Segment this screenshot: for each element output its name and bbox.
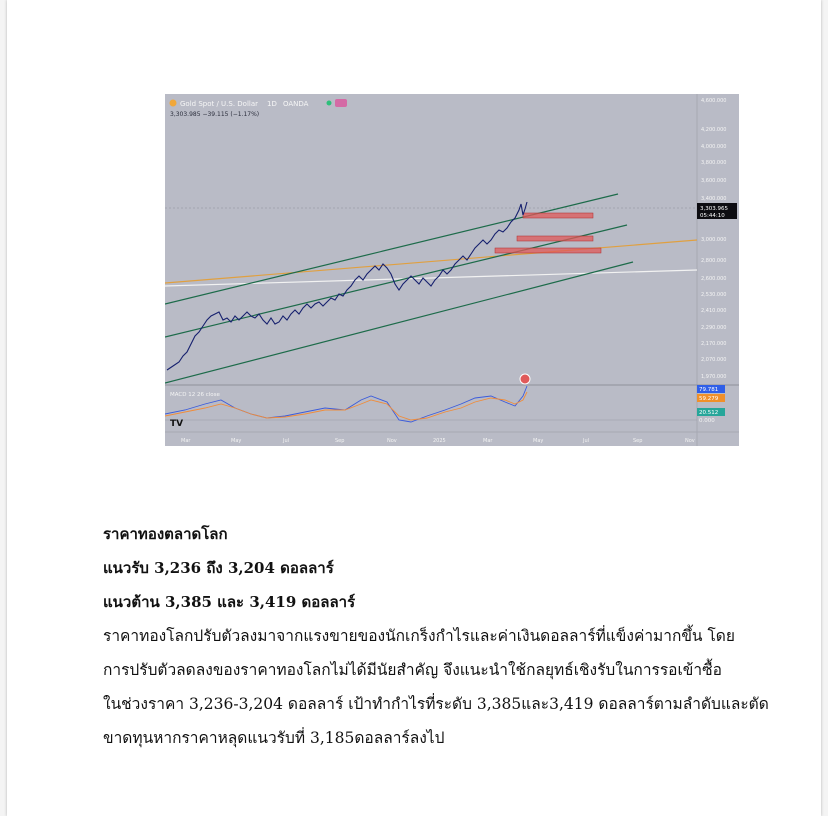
y-tick-label: 4,200.000 (701, 127, 727, 133)
paragraph-line: ราคาทองโลกปรับตัวลงมาจากแรงขายของนักเกร็งกำไรและค่าเงินดอลลาร์ที่แข็งค่ามากขึ้น โดย (103, 627, 735, 645)
x-tick-label: Nov (387, 438, 397, 444)
y-tick-label: 2,600.000 (701, 276, 727, 282)
support-zone-lower (495, 248, 601, 253)
x-tick-label: May (533, 438, 544, 444)
support-zone-upper (517, 236, 593, 241)
x-tick-label: Jul (283, 438, 290, 444)
macd-zero-value: 0.000 (699, 418, 715, 424)
macd-value-2: 59.279 (699, 396, 719, 402)
y-tick-label: 2,070.000 (701, 357, 727, 363)
macd-value-1: 79.781 (699, 387, 719, 393)
paragraph-line: ขาดทุนหากราคาหลุดแนวรับที่ 3,185ดอลลาร์ลงไป (103, 729, 445, 747)
paragraph-line: การปรับตัวลดลงของราคาทองโลกไม่ได้มีนัยสำคัญ จึงแนะนำใช้กลยุทธ์เชิงรับในการรอเข้าซื้อ (103, 661, 722, 679)
y-tick-label: 2,530.000 (701, 292, 727, 298)
y-tick-label: 3,400.000 (701, 196, 727, 202)
chart-source: OANDA (283, 100, 309, 108)
chart-background (165, 94, 739, 446)
x-tick-label: Mar (483, 438, 493, 444)
macd-label: MACD 12 26 close (170, 392, 220, 398)
y-tick-label: 3,600.000 (701, 178, 727, 184)
gold-symbol-icon (170, 100, 177, 107)
chart-price-info: 3,303.985 −39.115 (−1.17%) (170, 111, 260, 118)
support-levels: แนวรับ 3,236 ถึง 3,204 ดอลลาร์ (103, 559, 334, 577)
x-tick-label: Sep (633, 438, 643, 444)
event-flag-icon (520, 374, 530, 384)
last-price-value: 3,303.965 (700, 206, 728, 212)
resistance-zone (523, 213, 593, 218)
chart-timeframe: 1D (267, 100, 277, 108)
y-tick-label: 2,800.000 (701, 258, 727, 264)
paragraph-line: ในช่วงราคา 3,236-3,204 ดอลลาร์ เป้าทำกำไรที่ระดับ 3,385และ3,419 ดอลลาร์ตามลำดับและตัด (103, 695, 769, 713)
macd-value-3: 20.512 (699, 410, 719, 416)
chart-svg (165, 94, 739, 446)
market-open-dot (327, 101, 332, 106)
x-tick-label: Sep (335, 438, 345, 444)
indicator-badge-icon (335, 99, 347, 107)
x-tick-label: Mar (181, 438, 191, 444)
x-tick-label: May (231, 438, 242, 444)
y-tick-label: 2,410.000 (701, 308, 727, 314)
y-tick-label: 2,290.000 (701, 325, 727, 331)
analysis-text-block (103, 517, 769, 755)
resistance-levels: แนวต้าน 3,385 และ 3,419 ดอลลาร์ (103, 593, 356, 611)
tradingview-logo: TV (170, 419, 184, 429)
analysis-paragraph (103, 619, 769, 755)
analysis-heading: ราคาทองตลาดโลก (103, 525, 228, 543)
bar-countdown: 05:44:10 (700, 213, 725, 219)
x-tick-label: Nov (685, 438, 695, 444)
chart-symbol-title: Gold Spot / U.S. Dollar (180, 100, 259, 108)
y-tick-label: 1,970.000 (701, 374, 727, 380)
gold-price-chart-image (165, 94, 739, 446)
y-tick-label: 4,000.000 (701, 144, 727, 150)
y-tick-label: 3,800.000 (701, 160, 727, 166)
y-tick-label: 3,000.000 (701, 237, 727, 243)
x-tick-label: 2025 (433, 438, 446, 444)
y-tick-label: 2,170.000 (701, 341, 727, 347)
y-tick-label: 4,600.000 (701, 98, 727, 104)
document-page (7, 0, 821, 816)
x-tick-label: Jul (583, 438, 590, 444)
